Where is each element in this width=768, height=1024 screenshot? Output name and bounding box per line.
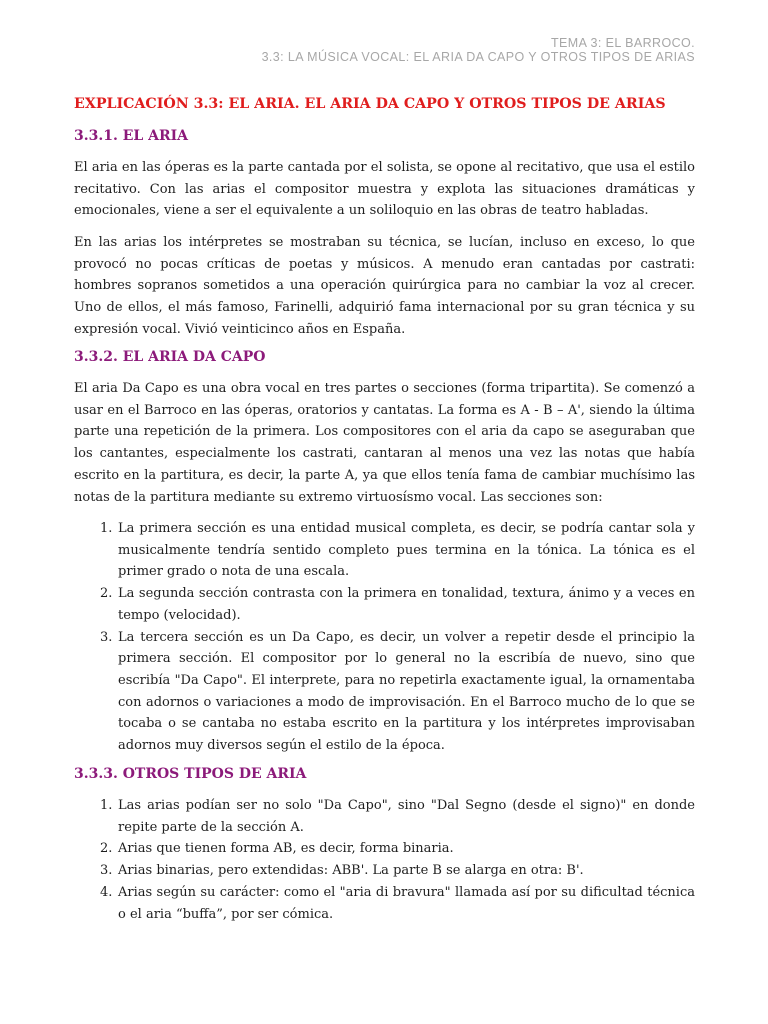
list-item-number: 3. <box>100 629 113 645</box>
running-header-line-1: TEMA 3: EL BARROCO. <box>551 36 695 50</box>
list-item-text: Arias binarias, pero extendidas: ABB'. La parte B se alarga en otra: B'. <box>118 863 584 879</box>
page-title: EXPLICACIÓN 3.3: EL ARIA. EL ARIA DA CAPO Y OTROS TIPOS DE ARIAS <box>74 96 666 112</box>
list-item-number: 2. <box>100 841 113 857</box>
list-item <box>74 518 695 583</box>
list-item-number: 4. <box>100 884 113 900</box>
list-item-text: Las arias podían ser no solo "Da Capo", sino "Dal Segno (desde el signo)" en donde repite parte de la sección A. <box>118 798 695 835</box>
list-item <box>74 860 695 882</box>
list-item-text: Arias según su carácter: como el "aria di bravura" llamada así por su dificultad técnica o el aria “buffa”, por ser cómica. <box>118 884 695 922</box>
list-item-number: 3. <box>100 863 113 879</box>
paragraph-aria-interpreters: En las arias los intérpretes se mostraban su técnica, se lucían, incluso en exceso, lo que provocó no pocas críticas de poetas y músicos. A menudo eran cantadas por castrati: hombres sopranos sometidos a una operación quirúrgica para no cambiar la voz al crecer. Uno de ellos, el más famoso, Farinelli, adquirió fama internacional por su gran técnica y su expresión vocal. Vivió veinticinco años en España. <box>74 235 695 337</box>
list-item <box>74 838 695 860</box>
paragraph-aria-da-capo: El aria Da Capo es una obra vocal en tres partes o secciones (forma tripartita). Se comenzó a usar en el Barroco en las óperas, oratorios y cantatas. La forma es A - B – A', siendo la última parte una repetición de la primera. Los compositores con el aria da capo se aseguraban que los cantantes, especialmente los castrati, cantaran al menos una vez las notas que había escrito en la partitura, es decir, la parte A, ya que ellos tenía fama de cambiar muchísimo las notas de la partitura mediante su extremo virtuosísmo vocal. Las secciones son: <box>74 381 695 505</box>
list-da-capo-sections <box>74 518 695 757</box>
list-item-number: 1. <box>100 798 113 813</box>
list-item-text: La primera sección es una entidad musical completa, es decir, se podría cantar sola y musicalmente tendría sentido completo pues termina en la tónica. La tónica es el primer grado o nota de una escala. <box>118 521 695 580</box>
running-header <box>262 36 695 64</box>
list-item-text: Arias que tienen forma AB, es decir, forma binaria. <box>118 841 454 857</box>
section-heading-otros-tipos: 3.3.3. OTROS TIPOS DE ARIA <box>74 766 307 782</box>
list-item-number: 1. <box>100 521 113 536</box>
section-heading-aria-da-capo: 3.3.2. EL ARIA DA CAPO <box>74 349 266 365</box>
list-item <box>74 583 695 626</box>
section-heading-el-aria: 3.3.1. EL ARIA <box>74 128 189 144</box>
running-header-line-2: 3.3: LA MÚSICA VOCAL: EL ARIA DA CAPO Y OTROS TIPOS DE ARIAS <box>261 50 695 64</box>
list-item-text: La tercera sección es un Da Capo, es decir, un volver a repetir desde el principio la primera sección. El compositor por lo general no la escribía de nuevo, sino que escribía "Da Capo". El interprete, para no repetirla exactamente igual, la ornamentaba con adornos o variaciones a modo de improvisación. En el Barroco mucho de lo que se tocaba o se cantaba no estaba escrito en la partitura y los intérpretes improvisaban adornos muy diversos según el estilo de la época. <box>118 629 695 754</box>
paragraph-aria-definition: El aria en las óperas es la parte cantada por el solista, se opone al recitativo, que usa el estilo recitativo. Con las arias el compositor muestra y explota las situaciones dramáticas y emocionales, viene a ser el equivalente a un soliloquio en las obras de teatro habladas. <box>74 160 695 219</box>
list-item-number: 2. <box>100 586 113 602</box>
list-otros-tipos-aria <box>74 795 695 925</box>
list-item <box>74 882 695 925</box>
list-item-text: La segunda sección contrasta con la primera en tonalidad, textura, ánimo y a veces en tempo (velocidad). <box>118 586 695 623</box>
list-item <box>74 795 695 838</box>
list-item <box>74 627 695 757</box>
